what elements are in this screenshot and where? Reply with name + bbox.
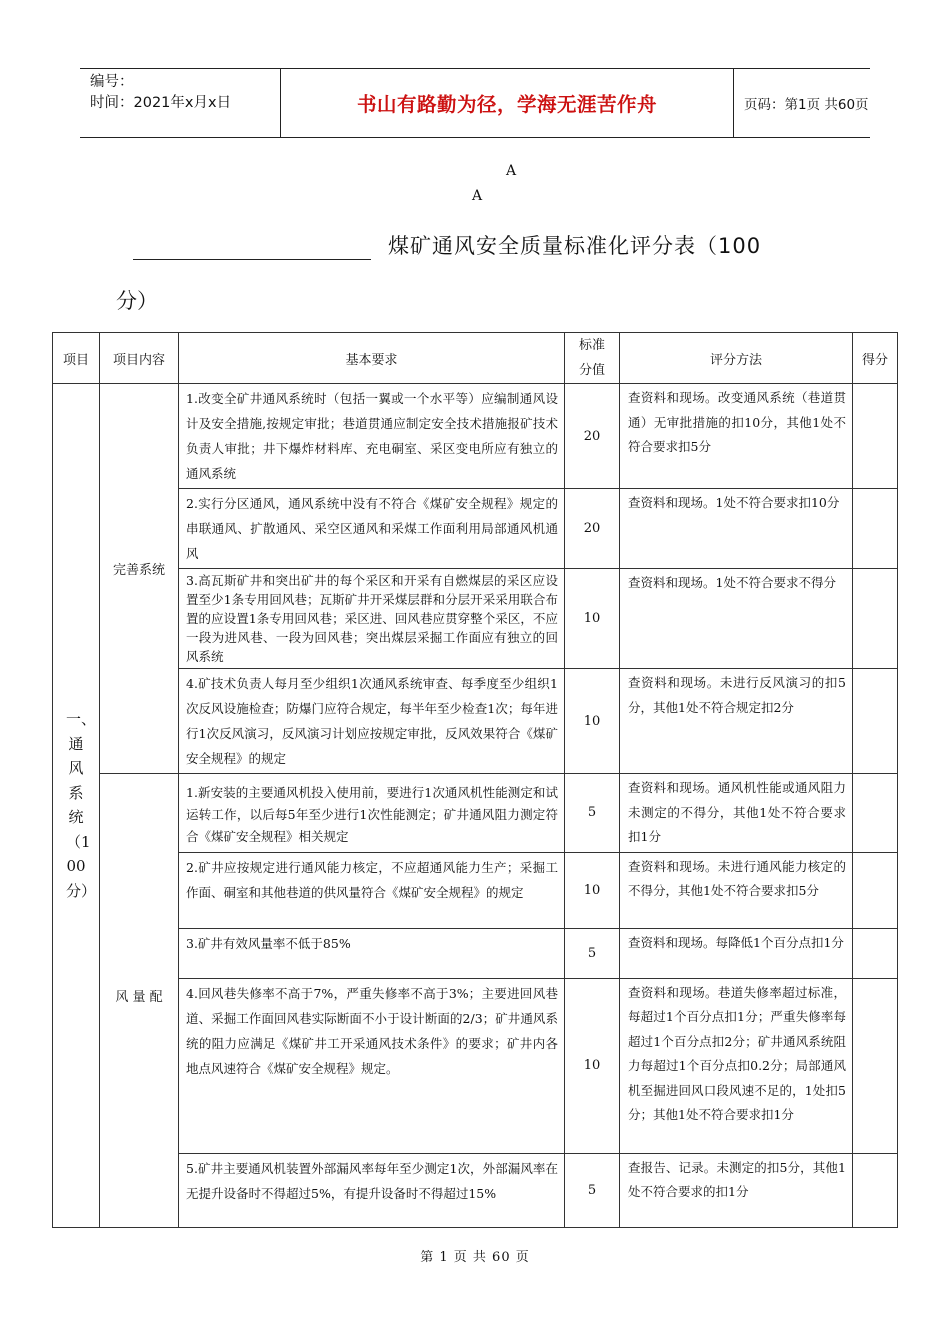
requirement-text: 1.新安装的主要通风机投入使用前，要进行1次通风机性能测定和试运转工作，以后每5年至少进行1次性能测定；矿井通风阻力测定符合《煤矿安全规程》相关规定 (179, 774, 565, 853)
points-cell[interactable] (853, 1153, 898, 1227)
motto-text: 书山有路勤为径，学海无涯苦作舟 (356, 93, 657, 116)
page-info: 页码：第1页 共60页 (744, 97, 869, 113)
document-header (80, 68, 870, 138)
requirement-text: 1.改变全矿井通风系统时（包括一翼或一个水平等）应编制通风设计及安全措施,按规定审批；巷道贯通应制定安全技术措施报矿技术负责人审批；井下爆炸材料库、充电硐室、采区变电所应有独立的通风系统 (179, 384, 565, 489)
score-value: 5 (565, 1153, 620, 1227)
points-cell[interactable] (853, 489, 898, 569)
points-cell[interactable] (853, 978, 898, 1153)
points-cell[interactable] (853, 569, 898, 669)
col-method: 评分方法 (620, 333, 853, 384)
col-content: 项目内容 (100, 333, 179, 384)
header-meta (80, 69, 290, 137)
score-value: 10 (565, 852, 620, 928)
table-row (53, 928, 898, 978)
number-label: 编号： (90, 74, 134, 90)
points-cell[interactable] (853, 852, 898, 928)
score-value: 10 (565, 569, 620, 669)
table-row (53, 489, 898, 569)
title-blank-line (133, 259, 371, 260)
requirement-text: 5.矿井主要通风机装置外部漏风率每年至少测定1次，外部漏风率在无提升设备时不得超过5%，有提升设备时不得超过15% (179, 1153, 565, 1227)
project-cell (53, 384, 100, 1228)
group-cell-2 (100, 774, 179, 1228)
col-requirement: 基本要求 (179, 333, 565, 384)
score-value: 10 (565, 669, 620, 774)
page-title-cont: 分） (116, 289, 158, 313)
group-label-1: 完善系统 (112, 563, 165, 578)
method-text: 查资料和现场。未进行通风能力核定的不得分，其他1处不符合要求扣5分 (620, 852, 853, 928)
table-row (53, 1153, 898, 1227)
method-text: 查资料和现场。通风机性能或通风阻力未测定的不得分，其他1处不符合要求扣1分 (620, 774, 853, 853)
score-value: 20 (565, 384, 620, 489)
method-text: 查资料和现场。每降低1个百分点扣1分 (620, 928, 853, 978)
score-value: 10 (565, 978, 620, 1153)
page-title: 煤矿通风安全质量标准化评分表（100 (388, 234, 762, 258)
project-name: 一、通风系统（100分） (66, 710, 97, 900)
method-text: 查报告、记录。未测定的扣5分，其他1处不符合要求的扣1分 (620, 1153, 853, 1227)
method-text: 查资料和现场。未进行反风演习的扣5分，其他1处不符合规定扣2分 (620, 669, 853, 774)
date-label: 时间：2021年x月x日 (90, 95, 232, 111)
table-row (53, 384, 898, 489)
requirement-text: 3.矿井有效风量率不低于85% (179, 928, 565, 978)
requirement-text: 2.实行分区通风，通风系统中没有不符合《煤矿安全规程》规定的串联通风、扩散通风、采空区通风和采煤工作面利用局部通风机通风 (179, 489, 565, 569)
points-cell[interactable] (853, 774, 898, 853)
requirement-text: 2.矿井应按规定进行通风能力核定，不应超通风能力生产；采掘工作面、硐室和其他巷道的供风量符合《煤矿安全规程》的规定 (179, 852, 565, 928)
page-footer: 第 1 页 共 60 页 (420, 1250, 530, 1265)
table-row (53, 978, 898, 1153)
mark-a-2: A (472, 188, 483, 204)
header-motto-cell (280, 69, 734, 137)
score-value: 20 (565, 489, 620, 569)
score-value: 5 (565, 774, 620, 853)
group-label-2: 风 量 配 (115, 990, 163, 1005)
table-row (53, 669, 898, 774)
col-score: 标准分值 (565, 333, 620, 384)
table-row (53, 569, 898, 669)
method-text: 查资料和现场。1处不符合要求扣10分 (620, 489, 853, 569)
requirement-text: 3.高瓦斯矿井和突出矿井的每个采区和开采有自燃煤层的采区应设置至少1条专用回风巷；瓦斯矿井开采煤层群和分层开采采用联合布置的应设置1条专用回风巷；采区进、回风巷应贯穿整个采区，不应一段为进风巷、一段为回风巷；突出煤层采掘工作面应有独立的回风系统 (179, 569, 565, 669)
points-cell[interactable] (853, 669, 898, 774)
col-project: 项目 (53, 333, 100, 384)
score-value: 5 (565, 928, 620, 978)
method-text: 查资料和现场。1处不符合要求不得分 (620, 569, 853, 669)
table-header-row (53, 333, 898, 384)
table-row (53, 774, 898, 853)
group-cell-1 (100, 384, 179, 774)
method-text: 查资料和现场。巷道失修率超过标准，每超过1个百分点扣1分；严重失修率每超过1个百分点扣2分；矿井通风系统阻力每超过1个百分点扣0.2分；局部通风机至掘进回风口段风速不足的，1处扣5分；其他1处不符合要求扣1分 (620, 978, 853, 1153)
points-cell[interactable] (853, 384, 898, 489)
points-cell[interactable] (853, 928, 898, 978)
mark-a-1: A (506, 163, 517, 179)
requirement-text: 4.矿技术负责人每月至少组织1次通风系统审查、每季度至少组织1次反风设施检查；防爆门应符合规定，每半年至少检查1次；每年进行1次反风演习，反风演习计划应按规定审批，反风效果符合《煤矿安全规程》的规定 (179, 669, 565, 774)
table-row (53, 852, 898, 928)
requirement-text: 4.回风巷失修率不高于7%，严重失修率不高于3%；主要进回风巷道、采掘工作面回风巷实际断面不小于设计断面的2/3；矿井通风系统的阻力应满足《煤矿井工开采通风技术条件》的要求；矿井内各地点风速符合《煤矿安全规程》规定。 (179, 978, 565, 1153)
col-points: 得分 (853, 333, 898, 384)
method-text: 查资料和现场。改变通风系统（巷道贯通）无审批措施的扣10分，其他1处不符合要求扣5分 (620, 384, 853, 489)
score-table (52, 332, 898, 1228)
